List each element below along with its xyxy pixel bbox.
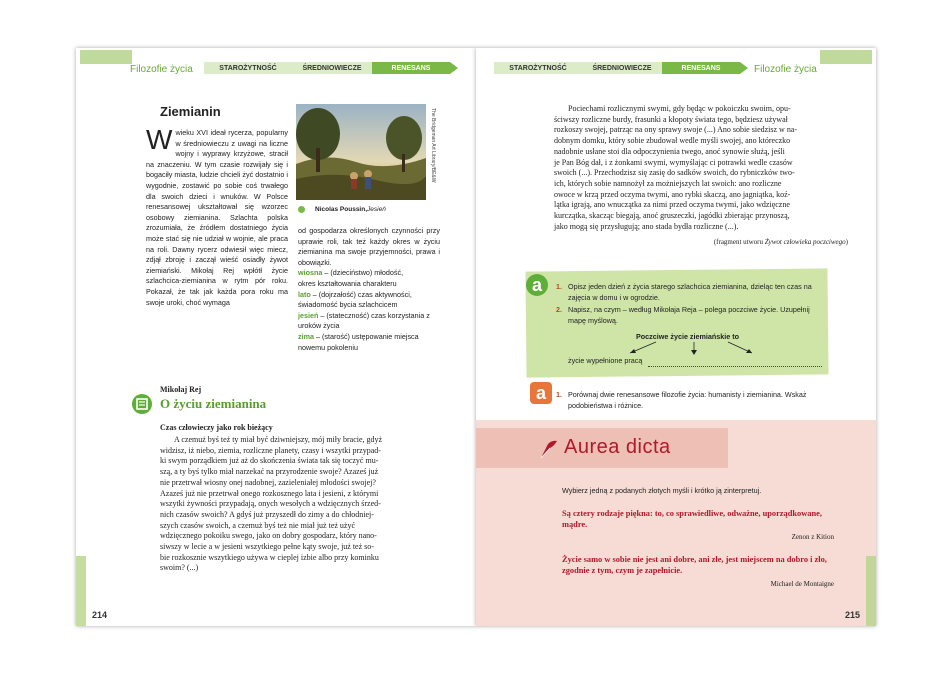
caption-author: Nicolas Poussin, (315, 206, 368, 213)
page-number: 214 (92, 610, 108, 620)
decor-strip (866, 556, 876, 626)
poem-line: wdzięcznego pokoiku swego, jako on dobry gospodarz, który nano- (160, 531, 377, 541)
decor-strip (820, 50, 872, 64)
poem-line: nadobnie usłane stoi dla odpoczynienia twego, anoć synowie służą, jeśli (554, 146, 785, 156)
landscape-painting-icon (296, 104, 426, 200)
fragment-source: (fragment utworu Żywot człowieka poczciwego) (713, 238, 848, 246)
book-icon (132, 394, 152, 414)
mindmap-row (568, 356, 822, 367)
decor-strip (76, 556, 86, 626)
mindmap-label: życie wypełnione pracą (568, 356, 643, 365)
season-item: okres kształtowania charakteru (298, 278, 397, 288)
quill-icon (538, 438, 560, 460)
era-bar (204, 62, 458, 74)
poem-continuation (554, 104, 854, 232)
task-item: 2. Napisz, na czym – według Mikołaja Reja – polega poczciwe życie. Uzupełnij mapę myślową. (556, 305, 810, 325)
poem-line: kurczątka, skacząc biegają, anoć gruszeczki, jagódki zbierając przynoszą, (554, 211, 790, 221)
poem-line: Azaześ już nie przetrwał onego rozkosznego lata i jesieni, z którymi (160, 488, 379, 498)
task-b-item: 1. Porównaj dwie renesansowe filozofie życia: humanisty i ziemianina. Wskaż podobieństwa i różnice. (556, 390, 807, 410)
page-heading: Ziemianin (160, 104, 221, 119)
poem-line: lątka igrają, ano wnuczątka za nimi przed oczyma twymi, jako wdzięczne (554, 200, 790, 210)
section-title: Filozofie życia (754, 64, 817, 75)
tasks-list (556, 282, 818, 326)
era-tab: STAROŻYTNOŚĆ (494, 62, 582, 74)
poem-line: rozkoszy swojej, patrząc na ony sprawy swoje (...) Ano sobie siedzisz w na- (554, 125, 798, 135)
mindmap-arrows (616, 340, 766, 356)
poem-line: widzisz, iż niebo, ziemia, rozliczne planety, czasy i wszytki przypad- (160, 445, 381, 455)
answer-line[interactable] (648, 358, 822, 367)
reading-title: O życiu ziemianina (160, 396, 267, 411)
poem-line: wszytki żywności przypadają, onych wesołych a wdzięcznych śrzed- (160, 499, 381, 509)
col2-text: od gospodarza określonych czynności przy uprawie roli, tak też każdy okres w życiu ziemianina ma swoje przyjemności, prawa i obowiązki. (298, 226, 440, 267)
reading-author: Mikołaj Rej (160, 385, 202, 394)
poem-line: bie rozkosznie wszytkiego używa w cieplej izbie albo przy kominku (160, 552, 379, 562)
caption-bullet-icon (298, 206, 305, 213)
section-title: Filozofie życia (130, 64, 193, 75)
task-b-icon: a (530, 382, 552, 404)
poem-line: owoce w krzą przed oczyma twymi, ano rybki skaczą, ano jagniątka, koź- (554, 189, 791, 199)
left-page (76, 48, 476, 626)
poem-line: siwszy w lecie a w jesieni wszytkiego pełne kąty swoje, już też so- (160, 542, 374, 552)
aurea-instruction: Wybierz jedną z podanych złotych myśli i krótko ją zinterpretuj. (562, 486, 762, 495)
season-item: jesień – (stateczność) czas korzystania z uroków życia (298, 310, 430, 331)
task-a-icon: a (526, 274, 548, 296)
poem-line: A czemuż byś też ty miał być dziwniejszy, mój miły bracie, gdyż (174, 435, 383, 444)
aurea-title: Aurea dicta (564, 436, 671, 458)
poem-line: swoich (...). Przechodzisz się zasię do sadków swoich, do rybniczków two- (554, 168, 795, 178)
era-tab: ŚREDNIOWIECZE (582, 62, 662, 74)
poem-line: Pociechami rozlicznymi swymi, gdy będąc w pokoiczku swoim, opu- (568, 104, 791, 113)
season-item: lato – (dojrzałość) czas aktywności, świadomość bycia szlachcicem (298, 289, 412, 310)
poem-line: jako mogą się przysługują; ano stada bydła rozliczne (...). (554, 221, 739, 231)
image-credit: The Bridgeman Art Library/BE&W (430, 108, 436, 183)
arrow-icon (740, 62, 748, 74)
poem-text (160, 435, 460, 574)
page-number: 215 (844, 610, 860, 620)
intro-text: wieku XVI ideał rycerza, popularny w średniowieczu z uwagi na liczne wojny i wyprawy krzyżowe, stracił na znaczeniu. W tym czasie rozwijały się i bogaciły miasta, ludzie chcieli żyć dostatnio i wygodnie, zostawić po sobie coś trwałego dla swoich dzieci i wnuków. W Polsce renesansowej ukształtował się wzorzec osobowy ziemianina. Szlachta polska zrozumiała, że źródłem dostatniego życia może stać się nie udział w wojnie, ale praca na roli. Dawny rycerz odwiesił więc miecz, zdjął zbroję i zaczął wieść osiadły żywot ziemiański. Mikołaj Rej wpłótł życie szlachcica-ziemianina w rytm pór roku. Pokazał, że tak jak każda pora roku ma swoje uroki, choć wymaga (146, 128, 288, 307)
decor-strip (80, 50, 132, 64)
poem-line: szą, a ty byś tylko miał narzekać na przyrodzenie swoje? Azaześ już (160, 467, 379, 477)
poem-line: ki swym porządkiem już aż do skończenia świata tak się toczyć mu- (160, 456, 379, 466)
quote-2-author: Michael de Montaigne (770, 580, 834, 588)
quote-2: Życie samo w sobie nie jest ani dobre, ani złe, jest miejscem na dobro i zło, zgodnie z tym, czym je zapełnicie. (562, 555, 827, 575)
era-tab-active: RENESANS (372, 62, 450, 74)
right-page (476, 48, 876, 626)
seasons-column (298, 226, 440, 353)
dropcap: W (146, 124, 173, 155)
poem-line: nich czasów swoich? A gdyś już przyszedł do zimy a do chłodniej- (160, 509, 374, 519)
painting-image (296, 104, 426, 200)
poem-title: Czas człowieczy jako rok bieżący (160, 423, 273, 432)
quote-1-author: Zenon z Kition (791, 533, 834, 541)
poem-line: dobnym domku, który sobie zbudował wedle myśli swojej, ano któreczko (554, 136, 791, 146)
poem-line: je Pan Bóg dał, i z żonkami swymi, wymyślając ci potrawki wedle czasów (554, 157, 793, 167)
mindmap-title: Poczciwe życie ziemiańskie to (636, 332, 740, 341)
caption-title: Jesień (367, 206, 386, 213)
era-tab-active: RENESANS (662, 62, 740, 74)
poem-line: szych czasów swoich, a czemuż byś też nie miał już też użyć (160, 520, 356, 530)
poem-line: nie przetrwał wiosny onej nadobnej, zazieleniałej młodości swojej? (160, 477, 376, 487)
task-item: 1. Opisz jeden dzień z życia starego szlachcica ziemianina, dzieląc ten czas na zajęcia w domu i w ogrodzie. (556, 282, 812, 302)
season-item: wiosna – (dzieciństwo) młodość, (298, 268, 404, 278)
era-bar (494, 62, 748, 74)
era-tab: ŚREDNIOWIECZE (292, 62, 372, 74)
poem-line: swoim? (...) (160, 563, 199, 573)
intro-column (146, 124, 288, 308)
image-caption (298, 206, 386, 213)
poem-line: ich, których sobie namnożył za możniejszych lat swoich: ano rozliczne (554, 178, 782, 188)
era-tab: STAROŻYTNOŚĆ (204, 62, 292, 74)
arrow-icon (450, 62, 458, 74)
season-item: zima – (starość) ustępowanie miejsca nowemu pokoleniu (298, 331, 419, 352)
quote-1: Są cztery rodzaje piękna: to, co sprawiedliwe, odważne, uporządkowane, mądre. (562, 509, 822, 529)
poem-line: ściwszy rozliczne burdy, frasunki a kłopoty świata tego, będziesz używał (554, 114, 788, 124)
